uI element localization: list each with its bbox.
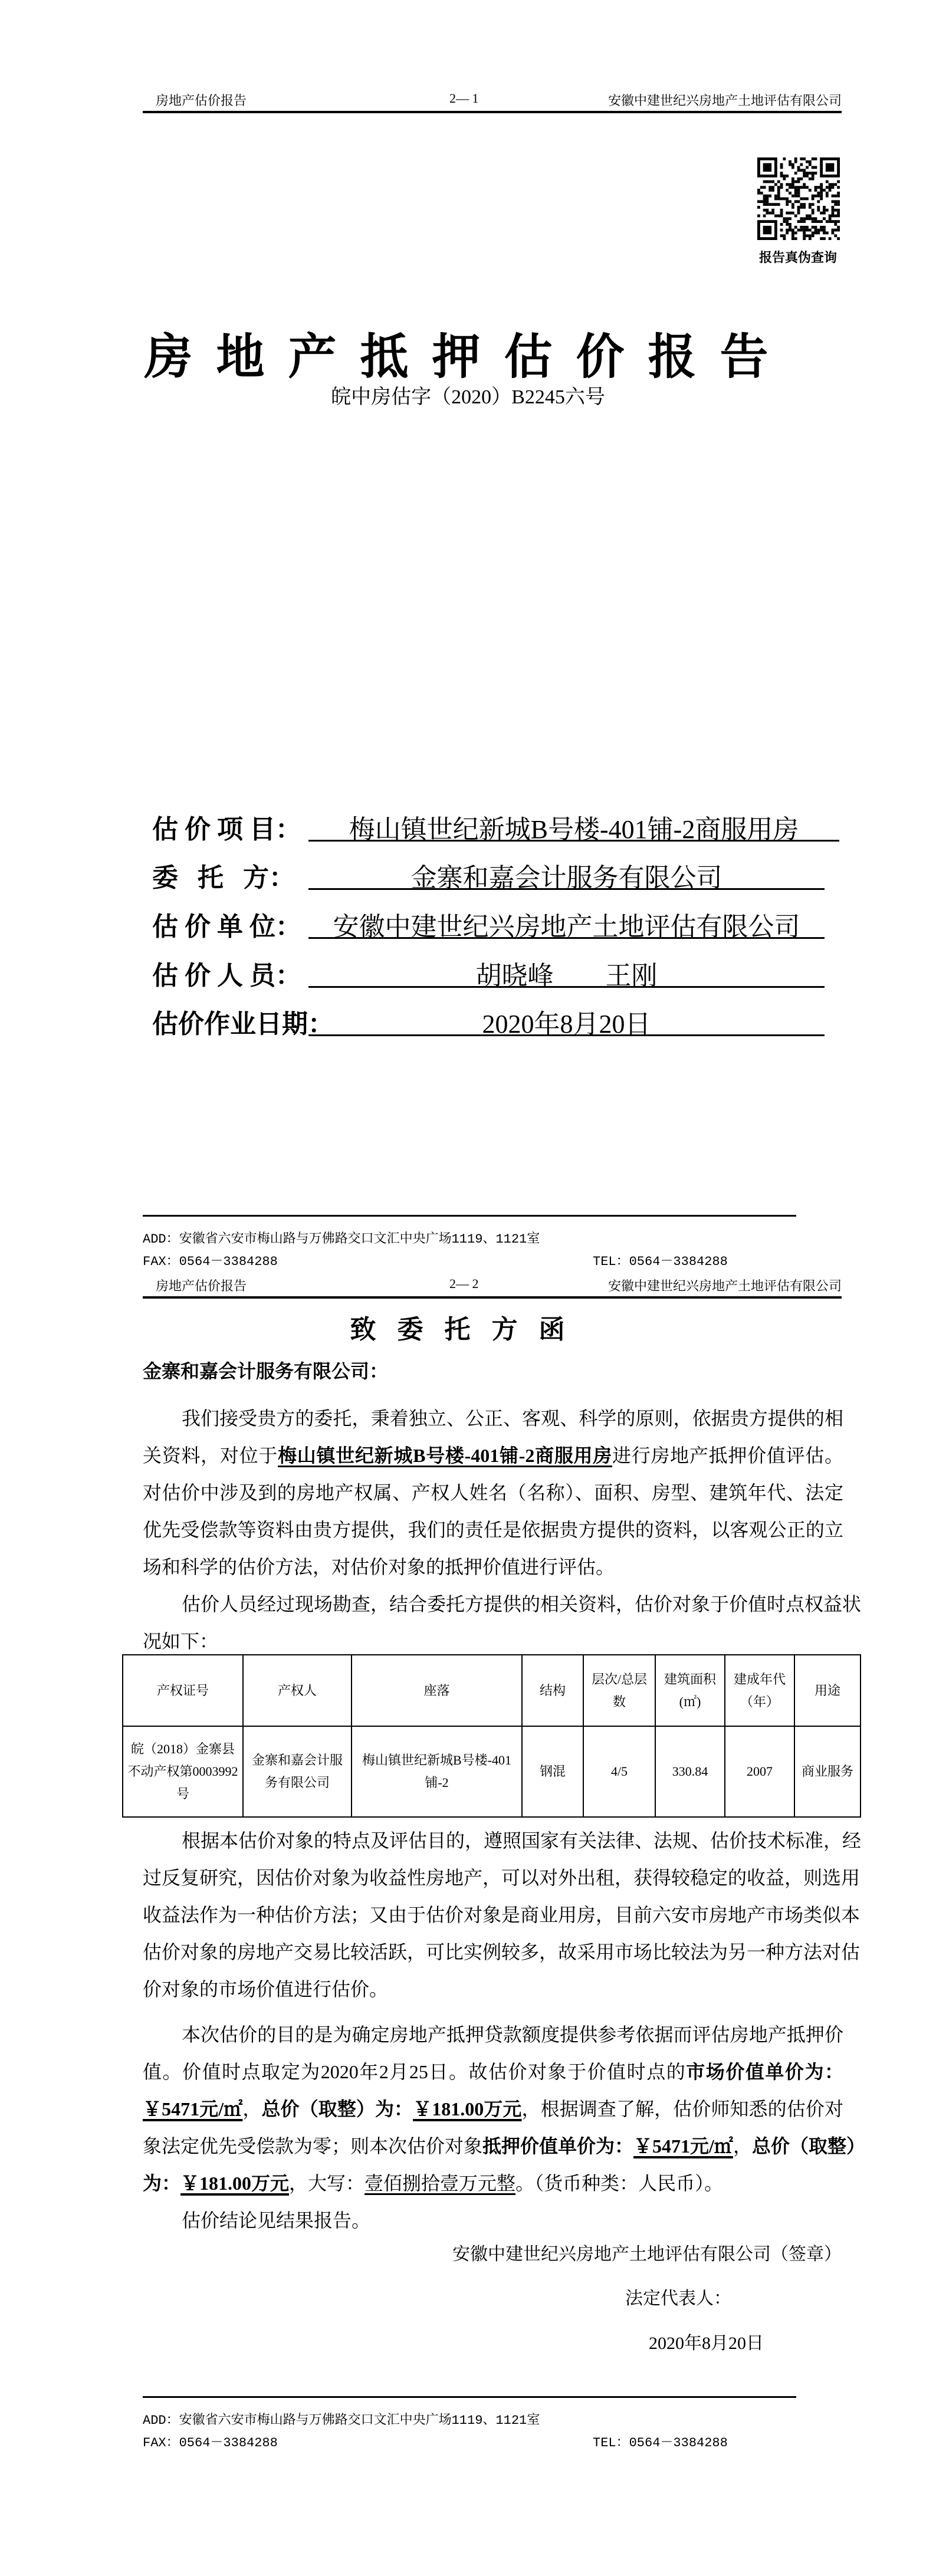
table-header-row	[123, 1655, 861, 1726]
header-page-number: 2— 2	[449, 1276, 479, 1291]
header-page-number: 2— 1	[449, 91, 479, 106]
col-header: 建筑面积(㎡)	[655, 1655, 725, 1726]
footer-tel: TEL：0564－3384288	[593, 2436, 728, 2450]
text-span: 过反复研究，因估价对象为收益性房地产，可以对外出租，获得较稳定的收益，则选用	[143, 1867, 861, 1888]
letter-body-conclusion	[143, 1822, 865, 2239]
emphasized-text: 市场价值单价为：	[686, 2061, 843, 2082]
text-span: ，	[242, 2098, 262, 2120]
emphasized-text: 梅山镇世纪新城B号楼-401铺-2商服用房	[278, 1445, 613, 1466]
header-rule	[143, 1296, 842, 1299]
letter-addressee: 金寨和嘉会计服务有限公司：	[143, 1361, 389, 1382]
text-span: 我们接受贵方的委托，秉着独立、公正、客观、科学的原则，依据贵方提供的相	[182, 1408, 843, 1429]
text-span: 收益法作为一种估价方法；又由于估价对象是商业用房，目前六安市房地产市场类似本	[143, 1904, 861, 1926]
text-span: 场和科学的估价方法，对估价对象的抵押价值进行评估。	[143, 1556, 615, 1578]
col-header: 座落	[352, 1655, 522, 1726]
field-value: 2020年8月20日	[308, 1003, 825, 1036]
text-span: 优先受偿款等资料由贵方提供，我们的责任是依据贵方提供的资料，以客观公正的立	[143, 1519, 843, 1540]
text-span: 本次估价的目的是为确定房地产抵押贷款额度提供参考依据而评估房地产抵押价	[182, 2024, 843, 2045]
letter-body-intro	[143, 1400, 862, 1660]
report-number: 皖中房估字（2020）B2245六号	[331, 386, 605, 408]
cell-location: 梅山镇世纪新城B号楼-401铺-2	[352, 1726, 522, 1817]
cell-floor: 4/5	[583, 1726, 655, 1817]
text-line	[143, 1512, 843, 1549]
cell-usage: 商业服务	[794, 1726, 861, 1817]
text-span: 对估价中涉及到的房地产权属、产权人姓名（名称）、面积、房型、建筑年代、法定	[143, 1482, 843, 1503]
emphasized-text: 总价（取整）为：	[261, 2098, 413, 2120]
field-label: 估 价 人 员：	[152, 961, 301, 990]
footer-fax: FAX：0564－3384288	[143, 2436, 278, 2450]
text-span: 况如下：	[143, 1631, 219, 1652]
text-span: 估价人员经过现场勘查，结合委托方提供的相关资料，估价对象于价值时点权益状	[182, 1593, 862, 1615]
emphasized-text: 总价（取整）	[751, 2135, 865, 2157]
paragraph	[143, 1822, 862, 2008]
text-span: ，	[733, 2135, 752, 2157]
paragraph	[143, 1586, 862, 1660]
col-header: 产权证号	[123, 1655, 243, 1726]
text-line	[143, 1859, 861, 1897]
field-label: 估价作业日期：	[152, 1010, 334, 1039]
emphasized-text: ￥5471元/㎡	[633, 2135, 733, 2157]
field-value: 胡晓峰 王刚	[308, 954, 825, 988]
cell-cert-no: 皖（2018）金寨县不动产权第0003992号	[123, 1726, 243, 1817]
col-header: 产权人	[243, 1655, 352, 1726]
text-line	[143, 2202, 843, 2239]
text-line	[143, 1934, 861, 1971]
text-line	[143, 1971, 843, 2008]
report-title: 房地产抵押估价报告	[144, 330, 792, 384]
field-value: 梅山镇世纪新城B号楼-401铺-2商服用房	[308, 808, 839, 842]
field-value: 安徽中建世纪兴房地产土地评估有限公司	[308, 905, 825, 939]
text-line	[143, 1897, 861, 1934]
field-client	[152, 856, 848, 892]
text-span: ，根据调查了解，估价师知悉的估价对	[521, 2098, 843, 2120]
header-rule	[143, 111, 842, 113]
footer-fax: FAX：0564－3384288	[143, 1254, 278, 1269]
text-span: 值。价值时点取定为2020年2月25日。故估价对象于价值时点的	[143, 2061, 687, 2082]
text-span: 估价对象的房地产交易比较活跃，可比实例较多，故采用市场比较法为另一种方法对估	[143, 1941, 861, 1963]
cell-owner: 金寨和嘉会计服务有限公司	[243, 1726, 352, 1817]
emphasized-text: ￥181.00万元	[180, 2173, 290, 2194]
field-appraisers	[152, 954, 848, 990]
qr-caption: 报告真伪查询	[758, 250, 837, 265]
letter-date: 2020年8月20日	[649, 2334, 764, 2353]
property-rights-table	[122, 1654, 861, 1818]
text-line	[143, 2053, 843, 2091]
signature-company: 安徽中建世纪兴房地产土地评估有限公司（签章）	[452, 2245, 842, 2264]
footer-rule	[143, 2396, 796, 2398]
page-header	[143, 1274, 842, 1297]
paragraph	[143, 2202, 843, 2239]
emphasized-text: 抵押价值单价为：	[482, 2135, 634, 2157]
col-header: 建成年代（年）	[725, 1655, 794, 1726]
paragraph	[143, 1400, 843, 1586]
text-line	[143, 2091, 843, 2128]
header-company: 安徽中建世纪兴房地产土地评估有限公司	[607, 1279, 842, 1293]
field-appraiser-org	[152, 905, 848, 941]
col-header: 层次/总层数	[583, 1655, 655, 1726]
text-line	[143, 2128, 865, 2165]
header-report-type: 房地产估价报告	[156, 93, 247, 108]
text-line	[143, 1549, 843, 1586]
text-span: 根据本估价对象的特点及评估目的，遵照国家有关法律、法规、估价技术标准，经	[182, 1830, 862, 1851]
text-span: 。（货币种类：人民币）。	[515, 2173, 724, 2194]
field-label: 估 价 项 目：	[152, 815, 301, 844]
text-span: ，大写：	[289, 2173, 365, 2194]
text-line	[143, 1437, 843, 1474]
header-company: 安徽中建世纪兴房地产土地评估有限公司	[607, 93, 842, 108]
footer-tel: TEL：0564－3384288	[593, 1254, 728, 1269]
emphasized-text: ￥5471元/㎡	[143, 2098, 243, 2120]
emphasized-text: ￥181.00万元	[413, 2098, 522, 2120]
text-line	[143, 2165, 843, 2202]
field-value: 金寨和嘉会计服务有限公司	[308, 856, 825, 890]
text-span: 进行房地产抵押价值评估。	[612, 1445, 843, 1466]
text-line	[143, 2016, 843, 2053]
text-span: 估价结论见结果报告。	[182, 2210, 371, 2231]
emphasized-text: 为：	[143, 2173, 181, 2194]
qr-code-icon[interactable]	[757, 156, 840, 241]
cell-area: 330.84	[655, 1726, 725, 1817]
footer-address: ADD：安徽省六安市梅山路与万佛路交口文汇中央广场1119、1121室	[143, 1232, 540, 1247]
paragraph	[143, 2016, 865, 2202]
text-line	[143, 1586, 862, 1623]
cell-structure: 钢混	[522, 1726, 583, 1817]
page-header	[143, 88, 842, 112]
letter-title: 致委托方函	[350, 1315, 586, 1344]
field-work-date	[152, 1003, 848, 1038]
footer-address: ADD：安徽省六安市梅山路与万佛路交口文汇中央广场1119、1121室	[143, 2413, 540, 2428]
text-span: 价对象的市场价值进行估价。	[143, 1979, 389, 2000]
emphasized-text: 壹佰捌拾壹万元整	[364, 2173, 516, 2194]
table-row	[123, 1726, 861, 1817]
text-line	[143, 1474, 843, 1512]
cell-year: 2007	[725, 1726, 794, 1817]
footer-rule	[143, 1215, 796, 1217]
text-span: 象法定优先受偿款为零；则本次估价对象	[143, 2135, 483, 2157]
field-label: 估 价 单 位：	[152, 912, 301, 941]
field-label: 委 托 方：	[152, 863, 295, 892]
text-span: 关资料，对位于	[143, 1445, 278, 1466]
col-header: 结构	[522, 1655, 583, 1726]
field-appraisal-item	[152, 808, 848, 843]
text-line	[143, 1822, 862, 1859]
header-report-type: 房地产估价报告	[156, 1279, 247, 1293]
text-line	[143, 1400, 843, 1437]
legal-representative: 法定代表人：	[625, 2289, 731, 2308]
col-header: 用途	[794, 1655, 861, 1726]
